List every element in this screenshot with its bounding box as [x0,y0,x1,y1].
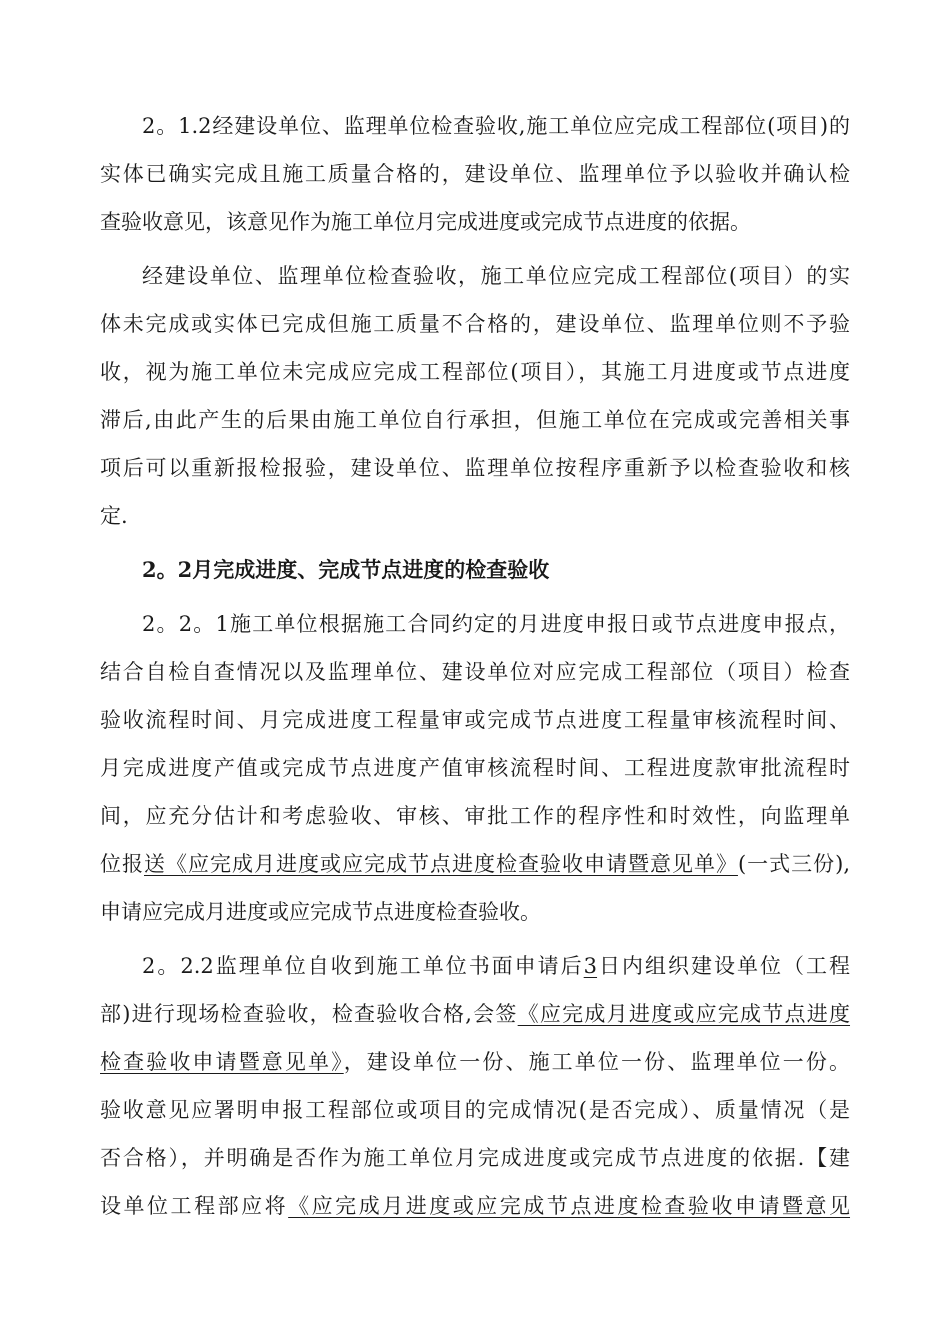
paragraph-line: 月完成进度产值或完成节点进度产值审核流程时间、工程进度款审批流程时 [100,756,850,780]
paragraph-line: 申请应完成月进度或应完成节点进度检查验收。 [100,900,541,924]
line-text: 位报 [100,852,144,876]
paragraph-line: 2。1.2经建设单位、监理单位检查验收,施工单位应完成工程部位(项目)的 [142,114,850,138]
form-title-underlined: 《应完成月进度或应完成节点进度检查验收申请暨意见 [288,1194,851,1218]
paragraph-line: 滞后,由此产生的后果由施工单位自行承担，但施工单位在完成或完善相关事 [100,408,850,432]
paragraph-line: 经建设单位、监理单位检查验收，施工单位应完成工程部位(项目）的实 [142,264,850,288]
form-title-underlined: 检查验收申请暨意见单》 [100,1050,344,1074]
paragraph-line: 体未完成或实体已完成但施工质量不合格的，建设单位、监理单位则不予验 [100,312,850,336]
paragraph-line: 查验收意见，该意见作为施工单位月完成进度或完成节点进度的依据。 [100,210,751,234]
form-title-underlined: 送《应完成月进度或应完成节点进度检查验收申请暨意见单》 [144,852,738,876]
line-text: ，建设单位一份、施工单位一份、监理单位一份。 [343,1050,850,1074]
paragraph-line: 项后可以重新报检报验，建设单位、监理单位按程序重新予以检查验收和核 [100,456,850,480]
paragraph-line: 定. [100,504,128,528]
paragraph-line: 收，视为施工单位未完成应完成工程部位(项目），其施工月进度或节点进度 [100,360,850,384]
section-heading: 2。2月完成进度、完成节点进度的检查验收 [142,557,550,582]
paragraph-line: 验收流程时间、月完成进度工程量审或完成节点进度工程量审核流程时间、 [100,708,850,732]
line-text: 2。2.2监理单位自收到施工单位书面申请后 [142,954,584,978]
paragraph-line: 验收意见应署明申报工程部位或项目的完成情况(是否完成）、质量情况（是 [100,1098,850,1122]
form-title-underlined: 《应完成月进度或应完成节点进度 [517,1002,851,1026]
line-text: 设单位工程部应将 [100,1194,289,1218]
paragraph-line [100,1047,850,1077]
paragraph-line [100,999,850,1029]
paragraph-line: 间，应充分估计和考虑验收、审核、审批工作的程序性和时效性，向监理单 [100,804,850,828]
line-text: (一式三份), [737,852,851,876]
paragraph-line: 结合自检自查情况以及监理单位、建设单位对应完成工程部位（项目）检查 [100,660,850,684]
paragraph-line [100,1191,850,1221]
paragraph-line: 2。2。1施工单位根据施工合同约定的月进度申报日或节点进度申报点， [142,612,850,636]
paragraph-line [100,849,850,879]
paragraph-line [100,951,850,981]
days-count-underlined: 3 [583,954,598,978]
paragraph-line: 实体已确实完成且施工质量合格的，建设单位、监理单位予以验收并确认检 [100,162,850,186]
line-text: 日内组织建设单位（工程 [597,954,850,978]
line-text: 部)进行现场检查验收，检查验收合格,会签 [100,1002,518,1026]
paragraph-line: 否合格），并明确是否作为施工单位月完成进度或完成节点进度的依据.【建 [100,1146,850,1170]
